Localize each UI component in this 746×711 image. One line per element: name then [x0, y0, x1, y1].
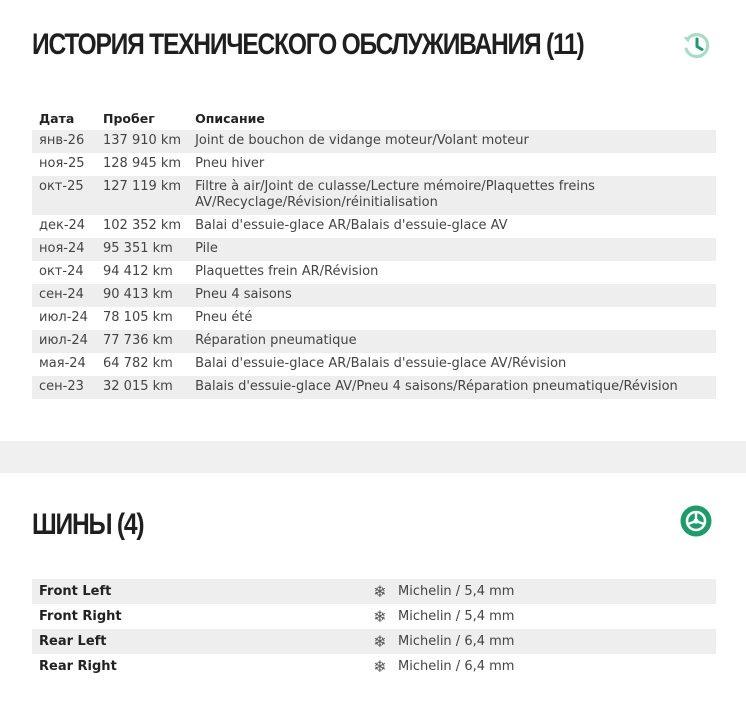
tyres-table — [32, 579, 716, 679]
table-row — [32, 284, 716, 307]
maintenance-description-cell: Joint de bouchon de vidange moteur/Volant moteur — [188, 130, 716, 153]
maintenance-date-cell: окт-25 — [32, 176, 96, 215]
tyre-row — [32, 579, 716, 604]
table-row — [32, 307, 716, 330]
snowflake-icon: ❄ — [372, 579, 388, 604]
maintenance-description-cell: Pneu été — [195, 310, 253, 325]
tyre-spec-value: Michelin / 5,4 mm — [398, 609, 515, 624]
tyre-spec-value: Michelin / 5,4 mm — [388, 579, 716, 604]
maintenance-date-cell: окт-24 — [39, 264, 84, 279]
maintenance-date-cell: сен-24 — [32, 284, 96, 307]
table-row — [32, 353, 716, 376]
table-row — [32, 153, 716, 176]
table-row — [32, 330, 716, 353]
section-divider-band — [0, 441, 746, 473]
maintenance-date-cell: ноя-25 — [39, 156, 85, 171]
maintenance-date-cell: ноя-24 — [32, 238, 96, 261]
maintenance-mileage-cell: 137 910 km — [96, 130, 188, 153]
tyre-row — [32, 629, 716, 654]
tyre-position-label: Rear Right — [39, 659, 117, 674]
history-icon[interactable] — [679, 28, 713, 62]
tyre-row — [32, 604, 716, 629]
tyre-position-label: Front Right — [39, 609, 122, 624]
maintenance-description-cell: Balais d'essuie-glace AV/Pneu 4 saisons/Réparation pneumatique/Révision — [188, 376, 716, 399]
maintenance-date-cell: июл-24 — [39, 310, 88, 325]
snowflake-icon: ❄ — [373, 607, 387, 626]
maintenance-date-cell: мая-24 — [39, 356, 86, 371]
maintenance-description-cell: Réparation pneumatique — [188, 330, 716, 353]
table-row — [32, 130, 716, 153]
tyre-position-label: Rear Left — [32, 629, 372, 654]
tyre-row — [32, 654, 716, 679]
tyre-icon[interactable] — [679, 504, 713, 538]
table-header-row — [32, 108, 716, 130]
tyres-section — [0, 473, 746, 711]
maintenance-mileage-cell: 95 351 km — [96, 238, 188, 261]
maintenance-history-title: ИСТОРИЯ ТЕХНИЧЕСКОГО ОБСЛУЖИВАНИЯ (11) — [32, 28, 584, 61]
table-row — [32, 238, 716, 261]
maintenance-date-cell: янв-26 — [32, 130, 96, 153]
maintenance-date-cell: сен-23 — [32, 376, 96, 399]
maintenance-description-cell: Pile — [188, 238, 716, 261]
table-row — [32, 176, 716, 215]
maintenance-mileage-cell: 64 782 km — [103, 356, 173, 371]
snowflake-icon: ❄ — [373, 657, 387, 676]
tyre-position-label: Front Left — [32, 579, 372, 604]
tyre-spec-value: Michelin / 6,4 mm — [398, 659, 515, 674]
maintenance-mileage-cell: 32 015 km — [96, 376, 188, 399]
maintenance-mileage-cell: 128 945 km — [103, 156, 182, 171]
maintenance-mileage-cell: 78 105 km — [103, 310, 173, 325]
maintenance-description-cell: Pneu hiver — [195, 156, 265, 171]
maintenance-date-cell: июл-24 — [32, 330, 96, 353]
maintenance-mileage-cell: 94 412 km — [103, 264, 173, 279]
tyre-spec-value: Michelin / 6,4 mm — [388, 629, 716, 654]
maintenance-description-cell: Pneu 4 saisons — [188, 284, 716, 307]
column-header-mileage: Пробег — [103, 110, 155, 126]
tyres-title: ШИНЫ (4) — [32, 508, 144, 541]
maintenance-description-cell: Balai d'essuie-glace AR/Balais d'essuie-glace AV/Révision — [195, 356, 567, 371]
maintenance-description-cell: Plaquettes frein AR/Révision — [195, 264, 379, 279]
maintenance-table — [32, 108, 716, 399]
snowflake-icon: ❄ — [372, 629, 388, 654]
table-row — [32, 215, 716, 238]
maintenance-mileage-cell: 90 413 km — [96, 284, 188, 307]
maintenance-mileage-cell: 102 352 km — [103, 218, 182, 233]
maintenance-mileage-cell: 127 119 km — [96, 176, 188, 215]
maintenance-mileage-cell: 77 736 km — [96, 330, 188, 353]
maintenance-date-cell: дек-24 — [39, 218, 86, 233]
maintenance-description-cell: Balai d'essuie-glace AR/Balais d'essuie-glace AV — [195, 218, 508, 233]
table-row — [32, 376, 716, 399]
maintenance-description-cell: Filtre à air/Joint de culasse/Lecture mémoire/Plaquettes freins AV/Recyclage/Révision/réinitialisation — [188, 176, 716, 215]
table-row — [32, 261, 716, 284]
column-header-description: Описание — [195, 110, 265, 126]
column-header-date: Дата — [39, 110, 75, 126]
